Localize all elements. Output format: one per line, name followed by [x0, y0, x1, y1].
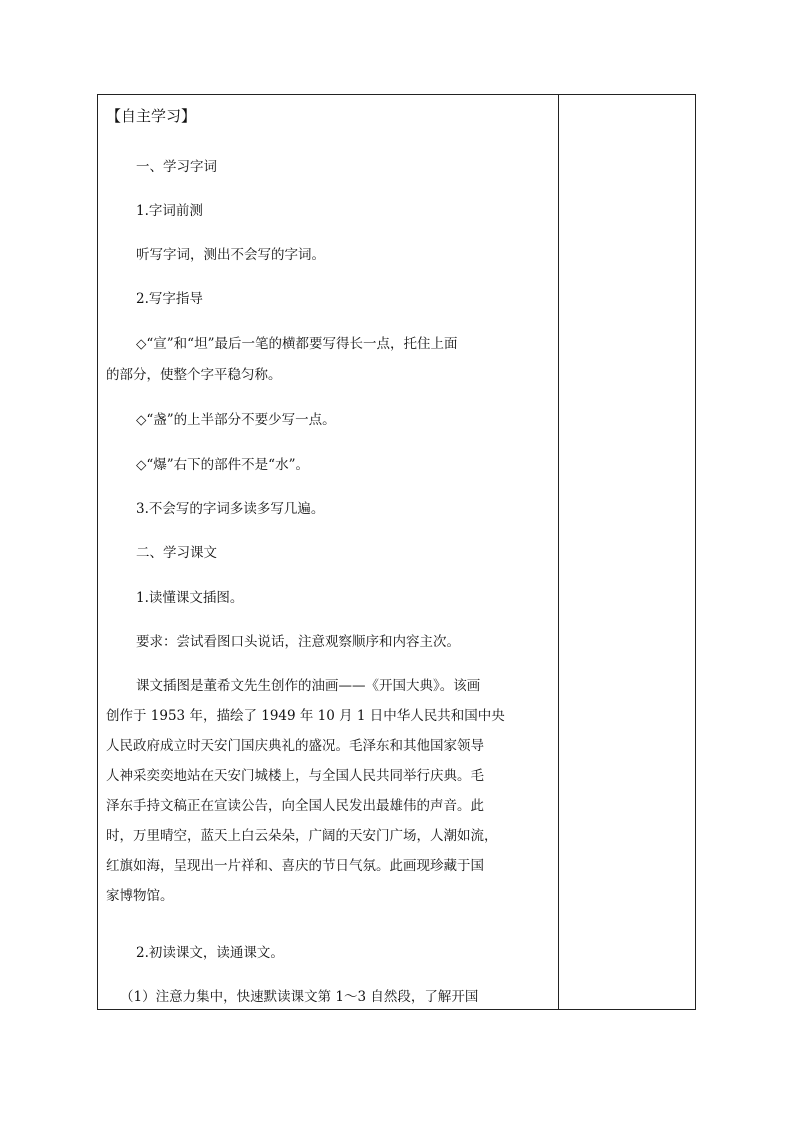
section-title: 【自主学习】 — [106, 107, 197, 125]
intro-line: 人神采奕奕地站在天安门城楼上，与全国人民共同举行庆典。毛 — [106, 768, 484, 784]
illustration-intro-paragraph — [106, 671, 554, 911]
subheading-writing-guide: 2.写字指导 — [136, 291, 203, 307]
first-reading-item-1: （1）注意力集中，快速默读课文第 1～3 自然段，了解开国 — [120, 989, 479, 1005]
intro-line: 红旗如海，呈现出一片祥和、喜庆的节日气氛。此画现珍藏于国 — [106, 858, 484, 874]
intro-line: 泽东手持文稿正在宣读公告，向全国人民发出最雄伟的声音。此 — [106, 798, 484, 814]
subheading-pretest: 1.字词前测 — [136, 203, 203, 219]
guide-item-1-line1: ◇“宣”和“坦”最后一笔的横都要写得长一点，托住上面 — [136, 336, 458, 352]
subheading-practice: 3.不会写的字词多读多写几遍。 — [136, 501, 325, 517]
illustration-requirement: 要求：尝试看图口头说话，注意观察顺序和内容主次。 — [136, 634, 460, 650]
heading-text-study: 二、学习课文 — [136, 545, 217, 561]
intro-line: 时，万里晴空，蓝天上白云朵朵，广阔的天安门广场，人潮如流， — [106, 828, 498, 844]
guide-item-2: ◇“盏”的上半部分不要少写一点。 — [136, 412, 336, 428]
notes-cell — [559, 95, 695, 1009]
guide-item-3: ◇“爆”右下的部件不是“水”。 — [136, 457, 309, 473]
intro-line: 家博物馆。 — [106, 888, 174, 904]
pretest-text: 听写字词，测出不会写的字词。 — [136, 247, 325, 263]
intro-line: 课文插图是董希文先生创作的油画——《开国大典》。该画 — [136, 678, 481, 694]
intro-line: 创作于 1953 年，描绘了 1949 年 10 月 1 日中华人民共和国中央 — [106, 708, 505, 724]
heading-vocab: 一、学习字词 — [136, 159, 217, 175]
intro-line: 人民政府成立时天安门国庆典礼的盛况。毛泽东和其他国家领导 — [106, 738, 484, 754]
lesson-table — [97, 94, 696, 1010]
subheading-illustration: 1.读懂课文插图。 — [136, 590, 244, 606]
subheading-first-reading: 2.初读课文，读通课文。 — [136, 945, 284, 961]
guide-item-1-line2: 的部分，使整个字平稳匀称。 — [106, 367, 282, 383]
main-cell — [98, 95, 558, 1009]
